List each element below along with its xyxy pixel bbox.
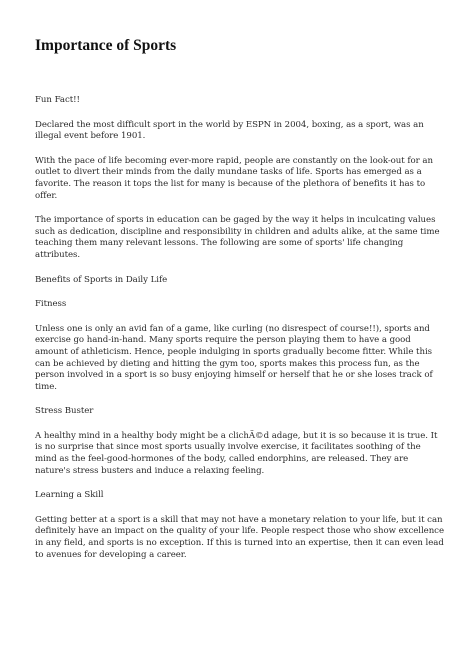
page-title: Importance of Sports (35, 37, 177, 54)
paragraph-fun-fact-label: Fun Fact!! (35, 95, 80, 105)
document-body (35, 95, 445, 574)
section-heading-stress-buster: Stress Buster (35, 406, 94, 417)
paragraph-boxing-fact: Declared the most difficult sport in the world by ESPN in 2004, boxing, as a sport, was an illegal event before 1901. (35, 119, 424, 142)
paragraph-stress-buster: A healthy mind in a healthy body might be a clichÃ©d adage, but it is so because it is true. It is no surprise that since most sports usually involve exercise, it facilitates soothing of the mind as the feel-good-hormones of the body, called endorphins, are released. They are nature's stress busters and induce a relaxing feeling. (35, 430, 438, 476)
section-heading-learning-skill: Learning a Skill (35, 490, 104, 501)
paragraph-intro: With the pace of life becoming ever-more rapid, people are constantly on the look-out for an outlet to divert their minds from the daily mundane tasks of life. Sports has emerged as a favorite. The reason it tops the list for many is because of the plethora of benefits it has to offer. (35, 155, 433, 201)
section-heading-fitness: Fitness (35, 299, 67, 310)
paragraph-learning-skill: Getting better at a sport is a skill that may not have a monetary relation to your life, but it can definitely have an impact on the quality of your life. People respect those who show excellence in any field, and sports is no exception. If this is turned into an expertise, then it can even lead to avenues for developing a career. (35, 514, 444, 560)
paragraph-education: The importance of sports in education can be gaged by the way it helps in inculcating values such as dedication, discipline and responsibility in children and adults alike, at the same time teaching them many relevant lessons. The following are some of sports' life changing attributes. (35, 215, 440, 260)
paragraph-fitness: Unless one is only an avid fan of a game, like curling (no disrespect of course!!), sports and exercise go hand-in-hand. Many sports require the person playing them to have a good amount of athleticism. Hence, people indulging in sports gradually become fitter. While this can be achieved by dieting and hitting the gym too, sports makes this process fun, as the person involved in a sport is so busy enjoying himself or herself that he or she loses track of time. (35, 323, 433, 392)
section-heading-benefits: Benefits of Sports in Daily Life (35, 274, 168, 285)
